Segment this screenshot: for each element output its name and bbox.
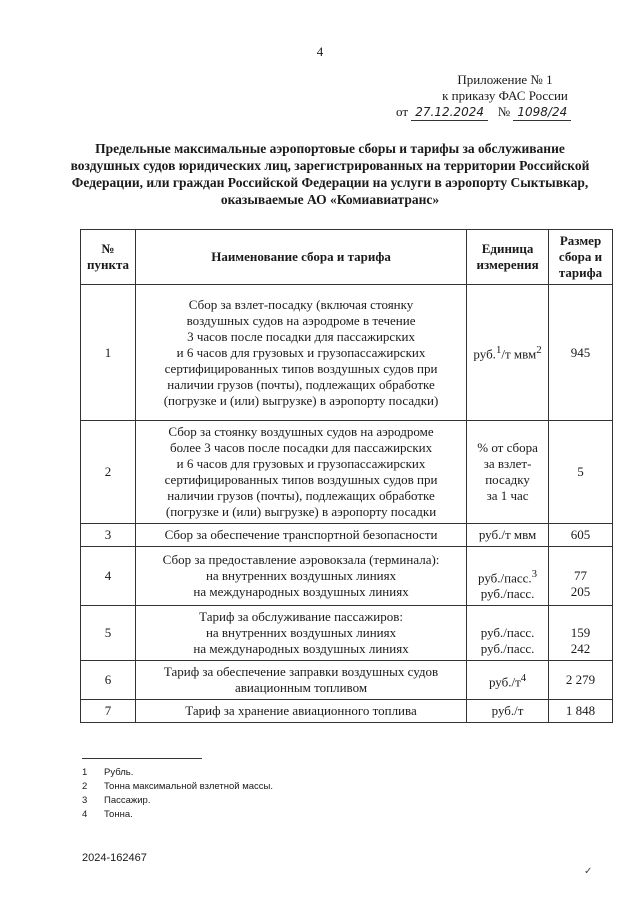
row-unit [467,547,549,606]
table-header-row [81,230,613,285]
footnote-ref: 3 [531,568,538,580]
row-value: 945 [549,285,613,421]
unit-base: руб./т [488,674,521,690]
order-date: 27.12.2024 [411,104,488,121]
row-num: 2 [81,421,136,524]
table-row [81,661,613,700]
row-unit: руб./т мвм [467,524,549,547]
value-international: 205 [570,584,591,600]
row-num: 1 [81,285,136,421]
number-prefix: № [497,104,511,119]
unit-base: руб. [473,346,496,362]
row-name: Тариф за хранение авиационного топлива [135,700,466,723]
footnote-ref: 1 [495,344,502,357]
footnote [82,808,273,822]
row-name: Сбор за взлет-посадку (включая стоянку воздушных судов на аэродроме в течение 3 часов после посадки для пассажирских и 6 часов для грузовых и грузопассажирских сертифицированных типов воздушных судов при наличии грузов (почты), подлежащих обработке (погрузке и (или) выгрузке) в аэропорту посадки) [135,285,466,421]
row-num: 3 [81,524,136,547]
header-name: Наименование сбора и тарифа [135,230,466,285]
row-value: 5 [549,421,613,524]
footnote [82,766,273,780]
row-unit [467,285,549,421]
table-row [81,700,613,723]
row-value [549,547,613,606]
table-row [81,524,613,547]
row-name: Сбор за стоянку воздушных судов на аэродроме более 3 часов после посадки для пассажирских и 6 часов для грузовых и грузопассажирских сертифицированных типов воздушных судов при наличии грузов (почты), подлежащих обработке (погрузке и (или) выгрузке) в аэропорту посадки [135,421,466,524]
footnote-text: Тонна максимальной взлетной массы. [104,781,273,792]
row-name: Сбор за предоставление аэровокзала (терминала): на внутренних воздушных линиях на международных воздушных линиях [135,547,466,606]
unit-international: руб./пасс. [480,586,535,602]
row-num: 5 [81,606,136,661]
table-row [81,547,613,606]
tariff-table [80,229,613,723]
footnote-text: Рубль. [104,767,134,778]
footnote-ref: 2 [536,344,542,357]
header-size: Размер сбора и тарифа [549,230,613,285]
row-name: Тариф за обеспечение заправки воздушных судов авиационным топливом [135,661,466,700]
document-title: Предельные максимальные аэропортовые сборы и тарифы за обслуживание воздушных судов юридических лиц, зарегистрированных на территории Российской Федерации, или граждан Российской Федерации на услуги в аэропорту Сыктывкар, оказываемые АО «Комиавиатранс» [70,141,590,207]
footnotes [82,766,273,822]
row-value: 605 [549,524,613,547]
footnote-ref: 4 [520,672,527,685]
footnote-text: Пассажир. [104,795,151,806]
appendix-order-ref: к приказу ФАС России [442,88,568,103]
row-name: Сбор за обеспечение транспортной безопасности [135,524,466,547]
row-unit [467,661,549,700]
footnote-divider [82,758,202,759]
row-value [549,606,613,661]
unit-rest: /т мвм [501,346,537,362]
footnote [82,780,273,794]
page-number: 4 [316,44,324,59]
row-value: 2 279 [549,661,613,700]
value-domestic: 77 [574,568,588,584]
order-number: 1098/24 [513,104,571,121]
footnote-number: 3 [82,795,88,806]
value-domestic: 159 [570,625,591,641]
unit-domestic: руб./пасс. [480,625,535,641]
document-id: 2024-162467 [82,852,147,864]
unit-international: руб./пасс. [480,641,535,657]
row-num: 6 [81,661,136,700]
row-unit: руб./т [467,700,549,723]
header-num: № пункта [81,230,136,285]
row-unit [467,606,549,661]
row-unit: % от сбора за взлет- посадку за 1 час [467,421,549,524]
unit-domestic: руб./пасс. [478,570,532,586]
table-row [81,285,613,421]
table-row [81,421,613,524]
date-prefix: от [396,104,409,119]
footnote [82,794,273,808]
row-name: Тариф за обслуживание пассажиров: на внутренних воздушных линиях на международных воздушных линиях [135,606,466,661]
appendix-title: Приложение № 1 [457,72,553,87]
value-international: 242 [570,641,591,657]
footnote-number: 2 [82,781,88,792]
table-row [81,606,613,661]
row-num: 7 [81,700,136,723]
appendix-date-line [390,104,620,121]
header-unit: Единица измерения [467,230,549,285]
corner-mark: ✓ [584,866,593,877]
row-num: 4 [81,547,136,606]
appendix-header [390,72,620,121]
footnote-text: Тонна. [104,809,133,820]
row-value: 1 848 [549,700,613,723]
footnote-number: 1 [82,767,88,778]
footnote-number: 4 [82,809,88,820]
